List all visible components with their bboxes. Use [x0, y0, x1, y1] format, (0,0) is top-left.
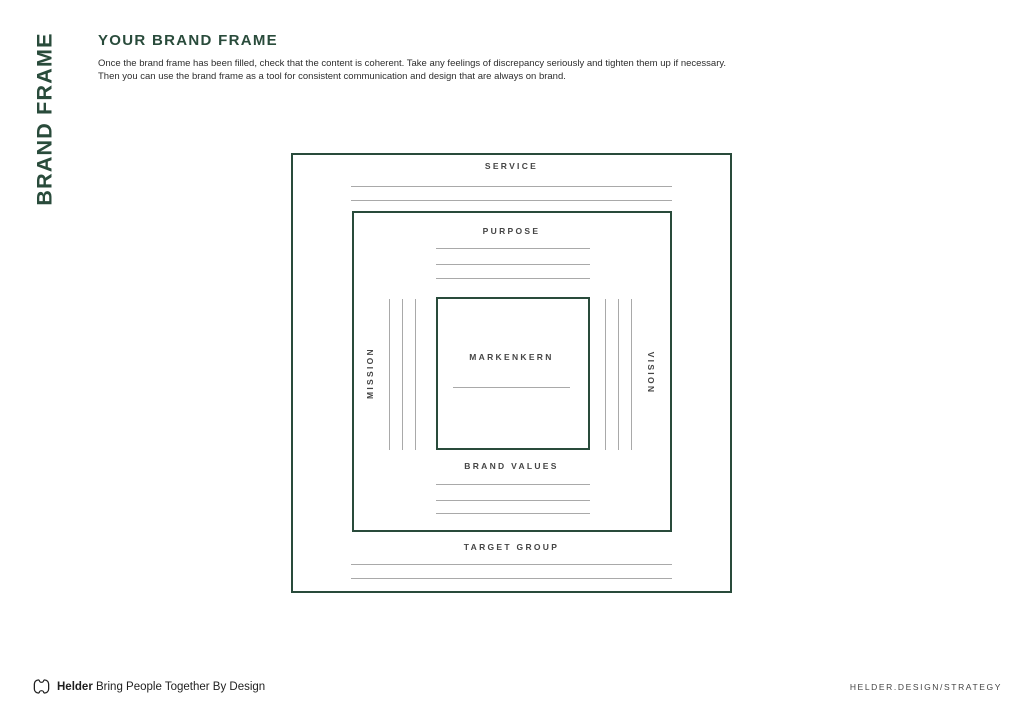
page-title: YOUR BRAND FRAME	[98, 32, 278, 49]
side-vertical-title: BRAND FRAME	[32, 32, 57, 206]
markenkern-blank-line	[453, 387, 570, 388]
page-description	[98, 58, 726, 83]
brand-values-blank-line	[436, 484, 590, 485]
mission-label: MISSION	[365, 347, 375, 399]
markenkern-label: MARKENKERN	[469, 352, 554, 362]
footer-brand-name: Helder	[57, 680, 93, 693]
vision-blank-line	[605, 299, 606, 450]
markenkern-box	[436, 297, 590, 450]
brand-values-label: BRAND VALUES	[464, 461, 559, 471]
footer-brand-text	[57, 681, 265, 693]
service-label: SERVICE	[484, 161, 539, 171]
target-group-blank-line	[351, 578, 672, 579]
description-line-2: Then you can use the brand frame as a tool for consistent communication and design that are always on brand.	[98, 70, 566, 82]
purpose-blank-line	[436, 264, 590, 265]
brand-frame-diagram	[291, 153, 732, 593]
footer-tagline: Bring People Together By Design	[96, 680, 266, 693]
service-blank-line	[351, 186, 672, 187]
purpose-label: PURPOSE	[482, 226, 541, 236]
vision-blank-line	[618, 299, 619, 450]
brand-values-blank-line	[436, 500, 590, 501]
purpose-blank-line	[436, 278, 590, 279]
target-group-blank-line	[351, 564, 672, 565]
purpose-blank-line	[436, 248, 590, 249]
mission-blank-line	[389, 299, 390, 450]
helder-logo-icon	[33, 678, 50, 695]
vision-blank-line	[631, 299, 632, 450]
mission-blank-line	[415, 299, 416, 450]
footer-brand	[33, 678, 265, 695]
target-group-label: TARGET GROUP	[463, 542, 560, 552]
mission-blank-line	[402, 299, 403, 450]
description-line-1: Once the brand frame has been filled, check that the content is coherent. Take any feelings of discrepancy seriously and tighten them up if necessary.	[98, 58, 727, 69]
service-blank-line	[351, 200, 672, 201]
brand-values-blank-line	[436, 513, 590, 514]
vision-label: VISION	[646, 351, 656, 395]
footer-site-url: HELDER.DESIGN/STRATEGY	[849, 682, 1002, 692]
